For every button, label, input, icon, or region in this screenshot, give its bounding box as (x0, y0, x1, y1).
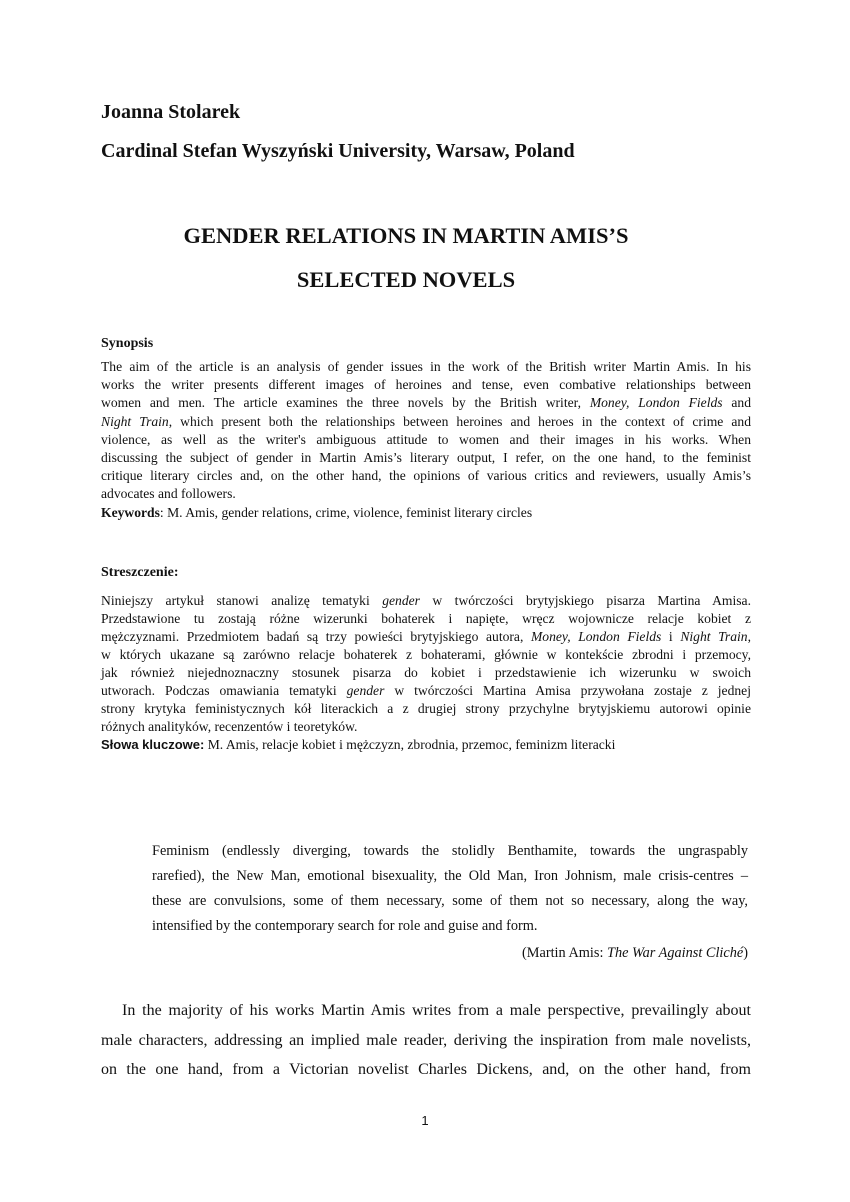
italic-title: The War Against Cliché (607, 945, 744, 961)
italic-title: Money, London Fields (530, 629, 662, 644)
text-line (152, 941, 748, 966)
text-run: on the one hand, from a Victorian novelist Charles Dickens, and, on the other hand, from (101, 1061, 751, 1078)
text-line (101, 485, 751, 503)
text-run: , which present both the relationships between heroines and heroes in the context of crime and (168, 413, 751, 429)
text-run: M. Amis, relacje kobiet i mężczyzn, zbrodnia, przemoc, feminizm literacki (204, 737, 616, 752)
article-title-line-1: GENDER RELATIONS IN MARTIN AMIS’S (183, 223, 629, 248)
text-line (101, 394, 751, 412)
italic-title: gender (382, 593, 420, 608)
text-run: strony krytyka feministycznych kół literackich a z drugiej strony przychylne brytyjskiemu autorowi opinie (101, 701, 751, 716)
text-run: i (661, 629, 681, 644)
text-line (101, 700, 751, 718)
text-line (101, 1026, 751, 1056)
text-run: The aim of the article is an analysis of gender issues in the work of the British writer Martin Amis. In his (101, 359, 751, 374)
epigraph-quote (152, 839, 748, 939)
text-run: Przedstawione tu zostają różne wizerunki bohaterek i napięte, wręcz wojownicze relacje kobiet z (101, 611, 751, 626)
text-run: advocates and followers. (101, 486, 236, 502)
text-line (101, 718, 751, 736)
streszczenie-text (101, 592, 751, 754)
text-line (101, 592, 751, 610)
text-line (101, 646, 751, 664)
text-line (101, 1055, 751, 1085)
text-line (101, 467, 751, 485)
text-run: works the writer presents different images of heroines and tense, even combative relationships between (101, 377, 751, 393)
text-run: and (722, 395, 752, 411)
bold-label: Keywords (101, 504, 160, 520)
text-run: Niniejszy artykuł stanowi analizę tematyki (101, 593, 383, 608)
text-run: ) (743, 945, 748, 961)
text-run: (Martin Amis: (522, 945, 607, 961)
italic-title: Money, London Fields (589, 395, 723, 411)
text-line (101, 413, 751, 431)
text-line (101, 358, 751, 376)
synopsis-heading: Synopsis (101, 336, 154, 351)
text-line (101, 449, 751, 467)
text-run: jak również niejednoznaczny stosunek pisarza do kobiet i przedstawienie ich wizerunku w swoich (101, 665, 751, 680)
author-name: Joanna Stolarek (101, 101, 241, 123)
text-line (101, 664, 751, 682)
text-run: , (747, 629, 752, 644)
synopsis-text (101, 358, 751, 522)
text-run: rarefied), the New Man, emotional bisexuality, the Old Man, Iron Johnism, male crisis-centres – (152, 868, 748, 884)
text-line (101, 628, 751, 646)
text-line (101, 376, 751, 394)
text-line (101, 504, 751, 522)
page-number: 1 (421, 1113, 429, 1128)
text-line (152, 914, 748, 939)
text-run: these are convulsions, some of them necessary, some of them not so necessary, along the way, (152, 893, 748, 909)
text-run: discussing the subject of gender in Martin Amis’s literary output, I refer, on the one hand, to the feminist (101, 450, 751, 466)
text-run: mężczyznami. Przedmiotem badań są trzy powieści brytyjskiego autora, (101, 629, 531, 644)
text-run: w twórczości brytyjskiego pisarza Martina Amisa. (419, 593, 751, 608)
text-run: w twórczości Martina Amisa przywołana zostaje z jednej (384, 683, 751, 698)
author-affiliation: Cardinal Stefan Wyszyński University, Warsaw, Poland (101, 140, 575, 162)
text-line (101, 682, 751, 700)
epigraph-attribution (152, 941, 748, 966)
italic-title: Night Train (680, 629, 748, 644)
text-run: women and men. The article examines the three novels by the British writer, (101, 395, 590, 411)
text-run: różnych analityków, recenzentów i teoretyków. (101, 719, 358, 734)
italic-title: gender (346, 683, 385, 698)
body-paragraph (101, 996, 751, 1085)
italic-title: Night Train (101, 413, 169, 429)
text-run: critique literary circles and, on the other hand, the opinions of various critics and reviewers, usually Amis’s (101, 468, 751, 484)
text-line (152, 839, 748, 864)
streszczenie-heading: Streszczenie: (101, 565, 179, 580)
text-run: In the majority of his works Martin Amis writes from a male perspective, prevailingly about (122, 1002, 751, 1019)
text-line (101, 736, 751, 754)
text-run: Feminism (endlessly diverging, towards the stolidly Benthamite, towards the ungraspably (152, 843, 748, 859)
bold-label: Słowa kluczowe: (101, 737, 205, 752)
article-title-line-2: SELECTED NOVELS (296, 267, 516, 292)
text-run: : M. Amis, gender relations, crime, violence, feminist literary circles (159, 504, 533, 520)
text-line (152, 864, 748, 889)
text-run: violence, as well as the writer's ambiguous attitude to women and their images in his works. When (101, 431, 751, 447)
text-run: male characters, addressing an implied male reader, deriving the inspiration from male novelists, (101, 1031, 751, 1049)
text-run: intensified by the contemporary search for role and guise and form. (152, 918, 538, 934)
text-line (152, 889, 748, 914)
text-line (101, 996, 751, 1026)
text-run: utworach. Podczas omawiania tematyki (101, 683, 347, 698)
text-line (101, 431, 751, 449)
text-line (101, 610, 751, 628)
text-run: w których ukazane są zarówno relacje bohaterek z bohaterami, głównie w kontekście zbrodni i przemocy, (101, 647, 751, 662)
